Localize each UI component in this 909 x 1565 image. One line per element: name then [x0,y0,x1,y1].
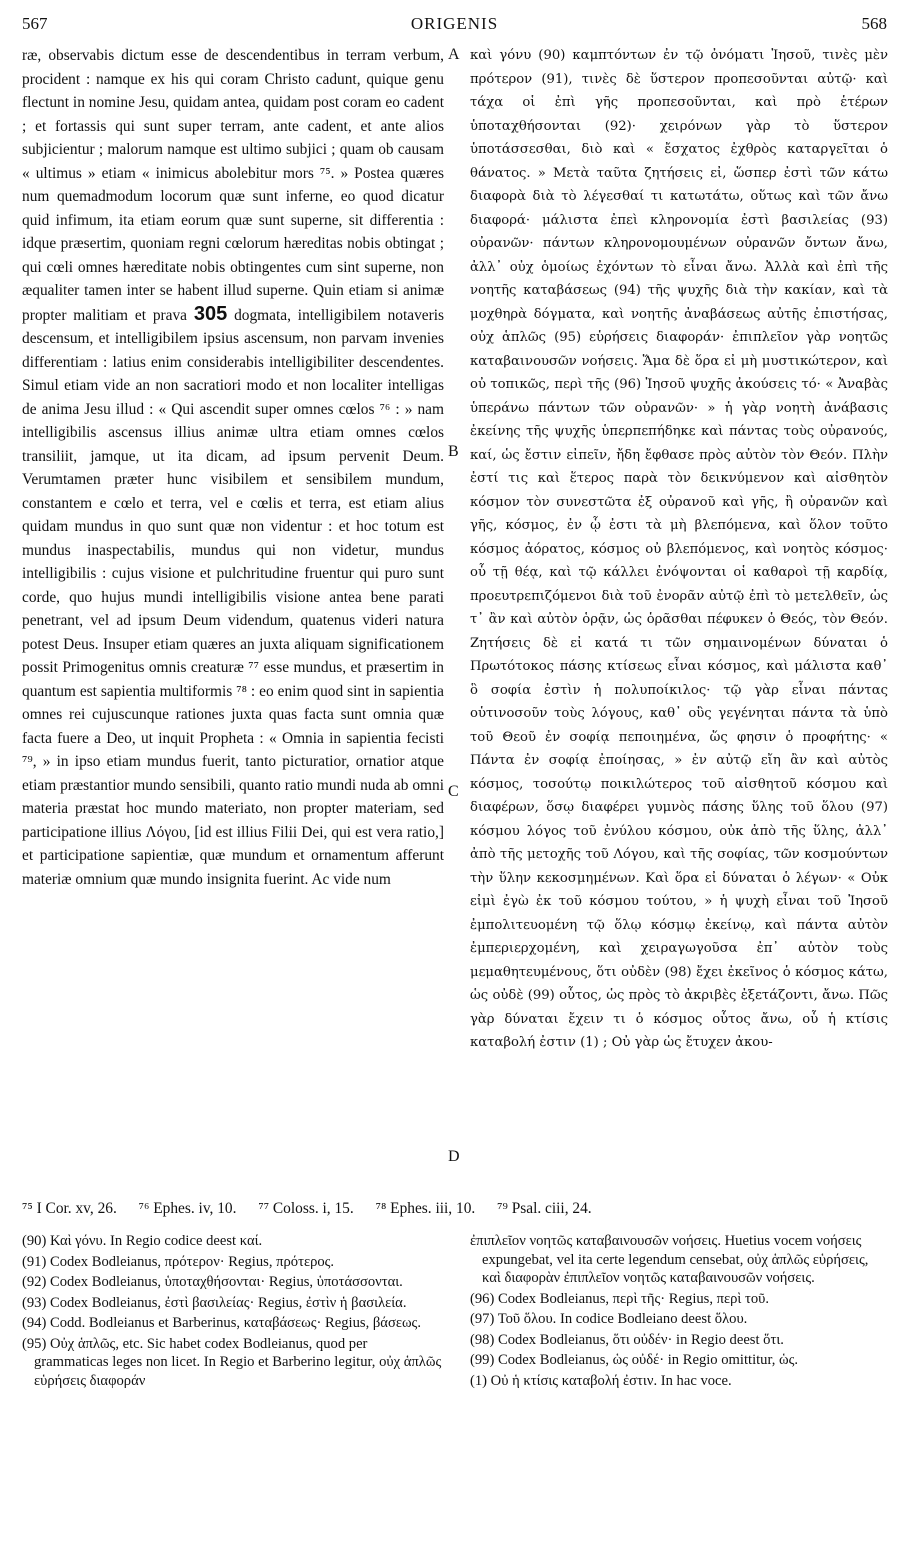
scripture-references [22,1200,892,1218]
footnote: (92) Codex Bodleianus, ὑποταχθήσονται· Regius, ὑποτάσσονται. [22,1274,403,1290]
footnote: (98) Codex Bodleianus, ὅτι οὐδέν· in Regio deest ὅτι. [470,1331,784,1348]
page-number-left: 567 [22,14,48,33]
page-header [22,14,887,36]
footnote: (1) Οὐ ἡ κτίσις καταβολή ἐστιν. In hac voce. [470,1372,732,1389]
edition-page-number: 305 [193,302,228,325]
reference-78: ⁷⁸ Ephes. iii, 10. [375,1200,476,1217]
page-number-right: 568 [861,14,887,33]
section-marker-a: A [448,46,460,63]
footnotes-left [22,1232,444,1392]
section-marker-c: C [448,783,459,800]
footnote: (94) Codd. Bodleianus et Barberinus, καταβάσεως· Regius, βάσεως. [22,1315,421,1331]
footnote: (95) Οὐχ ἁπλῶς, etc. Sic habet codex Bodleianus, quod per grammaticas leges non licet. In Regio et Barberino legitur, οὐχ ἁπλῶς εὑρήσεις διαφοράν [22,1335,442,1389]
footnote: (93) Codex Bodleianus, ἐστὶ βασιλείας· Regius, ἐστὶν ἡ βασιλεία. [22,1294,407,1311]
greek-text: καὶ γόνυ (90) καμπτόντων ἐν τῷ ὀνόματι Ἰησοῦ, τινὲς μὲν πρότερον (91), τινὲς δὲ ὕστερον προπεσοῦνται αὐτῷ· καὶ τάχα οἱ ἐπὶ γῆς προπεσοῦνται, καὶ πρὸ ἑτέρων ὑποταχθήσονται (92)· χειρόνων γὰρ τὸ ὕστερον ὑποτάσσεσθαι, διὸ καὶ « ἔσχατος ἐχθρὸς καταργεῖται ὁ θάνατος. » Μετὰ ταῦτα ζητήσεις εἰ, ὥσπερ ἐστὶ τῶν κάτω διαφορὰ διὰ τὸ λέγεσθαί τι κατωτάτω, οὕτως καὶ τῶν ἄνω διαφορά· μάλιστα ἐπεὶ κληρονομία ἐστὶ βασιλείας (93) οὐρανῶν· πάντων κληρονομουμένων οὐρανῶν ὄντων ἄνω, ἀλλ᾽ οὐχ ὁμοίως ἐχόντων τὸ εἶναι ἄνω. Ἀλλὰ καὶ ἐπὶ τῆς νοητῆς καταβάσεως (94) τῆς ψυχῆς διὰ τὴν κακίαν, καὶ τὰ μοχθηρὰ δόγματα, καὶ νοητῆς ἀναβάσεως αὐτῆς ἐπιστήσας, οὐχ ἁπλῶς (95) εὑρήσεις διαφοράν· ἐπιπλεῖον γὰρ νοητῶς καταβαινουσῶν νοήσεις. Ἅμα δὲ ὅρα εἰ μὴ μυστικώτερον, καὶ οὐ τοπικῶς, περὶ τῆς (96) Ἰησοῦ ψυχῆς ἀκούσεις τό· « Ἀναβὰς ὑπεράνω πάντων τῶν οὐρανῶν· » ἡ γὰρ νοητὴ ἀνάβασις ἐκείνης τῆς ψυχῆς ὑπερπεπήδηκε καὶ πάντας τοὺς οὐρανούς, καί, ὡς ἔστιν εἰπεῖν, ἤδη ἔφθασε πρὸς αὐτὸν τὸν Θεόν. Πλὴν ἐστί τις καὶ ἕτερος παρὰ τὸν δεικνύμενον καὶ αἰσθητὸν κόσμον τὸν συνεστῶτα ἐξ οὐρανοῦ καὶ γῆς, ἢ οὐρανῶν καὶ γῆς, κόσμος, ἐν ᾧ ἐστι τὰ μὴ βλεπόμενα, καὶ ὅλον τοῦτο κόσμος ἀόρατος, κόσμος οὐ βλεπόμενος, καὶ νοητὸς κόσμος· οὗ τῇ θέᾳ, καὶ τῷ κάλλει ἐνόψονται οἱ καθαροὶ τῇ καρδίᾳ, προευτρεπιζόμενοι διὰ τοῦ ἐνορᾶν αὐτῷ ἐπὶ τὸ μετελθεῖν, ὡς τ᾽ ἂν καὶ αὐτὸν ὁρᾷν, ὡς ὁρᾶσθαι πέφυκεν ὁ Θεός, τὸν Θεόν. Ζητήσεις δὲ εἰ κατά τι τῶν σημαινομένων δύναται ὁ Πρωτότοκος πάσης κτίσεως εἶναι κόσμος, καὶ μάλιστα καθ᾽ ὃ σοφία ἐστὶν ἡ πολυποίκιλος· τῷ γὰρ εἶναι πάντας οὑτινοσοῦν τοὺς λόγους, καθ᾽ οὓς γεγένηται πάντα τὰ ὑπὸ τοῦ Θεοῦ ἐν σοφίᾳ πεποιημένα, ὥς φησιν ὁ προφήτης· « Πάντα ἐν σοφίᾳ ἐποίησας, » ἐν αὐτῷ εἴη ἂν καὶ αὐτὸς κόσμος, τοσούτῳ ποικιλώτερος τοῦ αἰσθητοῦ κόσμου καὶ διαφέρων, ὅσῳ διαφέρει γυμνὸς πάσης ὕλης τοῦ ὅλου (97) κόσμου λόγος τοῦ ἐνύλου κόσμου, οὐκ ἀπὸ τῆς ὕλης, ἀλλ᾽ ἀπὸ τῆς μετοχῆς τοῦ Λόγου, καὶ τῆς σοφίας, τῶν κοσμούντων τὴν ὕλην κεκοσμημένων. Καὶ ὅρα εἰ δύναται ὁ λέγων· « Οὐκ εἰμὶ ἐγὼ ἐκ τοῦ κόσμου τούτου, » ἡ ψυχὴ εἶναι τοῦ Ἰησοῦ ἐμπολιτευομένη τῷ ὅλῳ κόσμῳ ἐκείνῳ, καὶ πάντα αὐτὸν ἐμπεριερχομένη, καὶ χειραγωγοῦσα ἐπ᾽ αὐτὸν τοὺς μεμαθητευμένους, ὅτι οὐδὲν (98) ἔχει ἐκεῖνος ὁ κόσμος κάτω, ὡς οὐδὲ (99) οὗτος, ὡς πρὸς τὸ ἀκριβὲς ἐξετάζοντι, ἄνω. Πῶς γὰρ δύναται ἔχειν τι ὁ κόσμος οὗτος ἄνω, οὗ ἡ κτίσις καταβολή ἐστιν (1) ; Οὐ γὰρ ὡς ἔτυχεν ἀκου- [470,48,888,1050]
reference-77: ⁷⁷ Coloss. i, 15. [258,1200,354,1217]
reference-79: ⁷⁹ Psal. ciii, 24. [497,1200,592,1217]
footnote: (99) Codex Bodleianus, ὡς οὐδέ· in Regio omittitur, ὡς. [470,1352,799,1368]
latin-column [22,44,444,891]
footnotes-right [470,1232,888,1392]
reference-76: ⁷⁶ Ephes. iv, 10. [138,1200,237,1217]
footnote: (91) Codex Bodleianus, πρότερον· Regius, πρότερος. [22,1253,335,1270]
section-marker-d: D [448,1148,460,1165]
greek-column [470,44,888,1055]
latin-text-part2: dogmata, intelligibilem notaveris descensum, et intelligibilem ipsius ascensum, non parvam invenies differentiam : latius enim considerabis intelligibiliter descendentes. Simul etiam vide an non sacratiori modo et non localiter intelligas de anima Jesu illud : « Qui ascendit super omnes cœlos ⁷⁶ : » nam intelligibilis ascensus illius animæ ultra etiam omnes cœlos transiliit, jamque, ut ita dicam, ad ipsum pervenit Deum. Verumtamen præter hunc visibilem et sensibilem mundum, constantem e cœlo et terra, vel e cœlis et terra, est etiam alius quidam mundus in quo sunt quæ non videntur : et hoc totum est mundus inaspectabilis, mundus qui non videtur, mundus intelligibilis : cujus visione et pulchritudine fruentur qui puro sunt corde, quo hujus mundi intelligibilis visione antea bene parati penetrant, vel ad ipsum Deum videndum, quatenus videri natura potest Deus. Insuper etiam quæres an juxta aliquam significationem possit Primogenitus omnis creaturæ ⁷⁷ esse mundus, et præsertim in quantum est sapientia multiformis ⁷⁸ : eo enim quod sint in sapientia omnes rei cujuscunque rationes juxta quas facta sunt omnia quæ facta fuere a Deo, ut inquit Propheta : « Omnia in sapientia fecisti ⁷⁹, » in ipso etiam mundus fuerit, tanto picturatior, ornatior atque etiam præstantior mundo sensibili, quanto ratio mundi nuda ab omni materia præstat hoc mundo materiato, non propter materiam, sed participatione illius Λόγου, [id est illius Filii Dei, qui est vera ratio,] et participatione sapientiæ, quæ mundum et ornamentum afferunt materiæ omnium quæ mundo insignita fuerint. Ac vide num [22,306,444,888]
latin-text-part1: ræ, observabis dictum esse de descendentibus in terram verbum, procident : namque ex his qui coram Christo cadunt, quique genu flectunt in nomine Jesu, quidam antea, quidam post coram eo cadent ; et fortassis qui sunt super terram, ante cadent, et ante alios subjicientur ; malorum namque est ultimo subjici ; quam ob causam « ultimus » etiam « inimicus abolebitur mors ⁷⁵. » Postea quæres num quemadmodum locorum quæ sunt inferne, eo quod dicatur quid infimum, ita etiam eorum quæ sunt superne, sit differentia : idque præsertim, quoniam regni cœlorum hæreditas nobis obtingat ; qui cœli omnes hæreditate nobis obtingentes cum sint superne, non æqualiter tamen inter se habent illud superne. Quin etiam si animæ propter malitiam et prava [22,47,444,324]
footnote: (96) Codex Bodleianus, περὶ τῆς· Regius, περὶ τοῦ. [470,1290,770,1307]
reference-75: ⁷⁵ I Cor. xv, 26. [22,1200,117,1217]
running-title: ORIGENIS [410,14,499,33]
footnote: (97) Τοῦ ὅλου. In codice Bodleiano deest ὅλου. [470,1311,748,1327]
section-marker-b: B [448,443,459,460]
footnote-continuation: ἐπιπλεῖον νοητῶς καταβαινουσῶν νοήσεις. Huetius vocem νοήσεις expungebat, vel ita certe legendum censebat, οὐχ ἁπλῶς εὑρήσεις, καὶ διαφορὰν ἐπιπλεῖον νοητῶς καταβαινουσῶν νοήσεις. [470,1233,869,1286]
footnote: (90) Καὶ γόνυ. In Regio codice deest καί. [22,1233,263,1249]
